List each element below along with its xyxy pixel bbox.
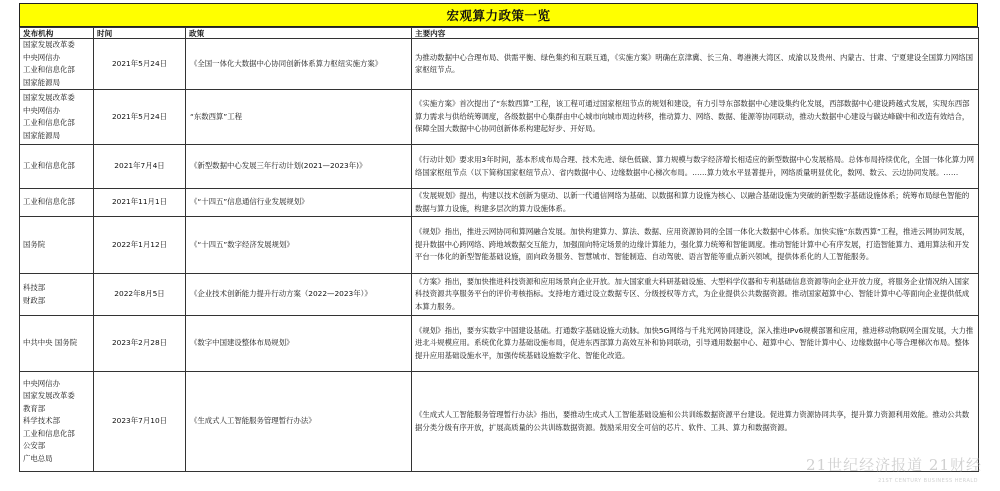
- date-cell: 2021年7月4日: [94, 145, 186, 189]
- policy-table: [19, 27, 979, 472]
- org-cell: 国务院: [20, 217, 94, 274]
- org-cell: 中央网信办 国家发展改革委 教育部 科学技术部 工业和信息化部 公安部 广电总局: [20, 372, 94, 472]
- date-cell: 2022年8月5日: [94, 274, 186, 316]
- content-cell: 《方案》指出，要加快推进科技资源和应用场景向企业开放。加大国家重大科研基础设施、大型科学仪器和专利基础信息资源等向企业开放力度，将服务企业情况纳入国家科技资源共享服务平台的评价考核指标。支持地方通过设立数据专区、分级授权等方式，为企业提供公共数据资源。推动国家超算中心、智能计算中心等面向企业提供低成本算力服务。: [412, 274, 979, 316]
- content-cell: 《规划》指出，要夯实数字中国建设基础。打通数字基础设施大动脉。加快5G网络与千兆光网协同建设，深入推进IPv6规模部署和应用，推进移动物联网全面发展，大力推进北斗规模应用。系统优化算力基础设施布局，促进东西部算力高效互补和协同联动，引导通用数据中心、超算中心、智能计算中心、边缘数据中心等合理梯次布局。整体提升应用基础设施水平，加强传统基础设施数字化、智能化改造。: [412, 316, 979, 372]
- table-row: [20, 316, 979, 372]
- date-cell: 2021年5月24日: [94, 39, 186, 90]
- date-cell: 2021年5月24日: [94, 90, 186, 145]
- content-cell: 《实施方案》首次提出了“东数西算”工程，该工程可通过国家枢纽节点的规划和建设，有力引导东部数据中心建设集约化发展，西部数据中心建设跨越式发展，实现东西部算力需求与供给统筹调度，各级数据中心集群由中心城市向城市周边转移，推动算力、网络、数据、能源等协同联动，推动大数据中心建设与碳达峰碳中和改造有效结合，保障全国大数据中心协同创新体系构建起好步、开好局。: [412, 90, 979, 145]
- publisher-watermark: 21世纪经济报道 21财经: [806, 456, 982, 474]
- header-row: [20, 28, 979, 39]
- content-cell: 《生成式人工智能服务管理暂行办法》指出，要推动生成式人工智能基础设施和公共训练数据资源平台建设。促进算力资源协同共享，提升算力资源利用效能。推动公共数据分类分级有序开放，扩展高质量的公共训练数据资源。鼓励采用安全可信的芯片、软件、工具、算力和数据资源。: [412, 372, 979, 472]
- policy-cell: 《数字中国建设整体布局规划》: [186, 316, 412, 372]
- org-cell: 国家发展改革委 中央网信办 工业和信息化部 国家能源局: [20, 90, 94, 145]
- date-cell: 2023年7月10日: [94, 372, 186, 472]
- header-content: 主要内容: [412, 28, 979, 39]
- org-cell: 科技部 财政部: [20, 274, 94, 316]
- date-cell: 2023年2月28日: [94, 316, 186, 372]
- date-cell: 2022年1月12日: [94, 217, 186, 274]
- org-cell: 中共中央 国务院: [20, 316, 94, 372]
- org-cell: 工业和信息化部: [20, 145, 94, 189]
- policy-cell: “东数西算”工程: [186, 90, 412, 145]
- table-row: [20, 189, 979, 217]
- header-policy: 政策: [186, 28, 412, 39]
- table-row: [20, 217, 979, 274]
- table-row: [20, 274, 979, 316]
- publisher-watermark-subtitle: 21ST CENTURY BUSINESS HERALD: [878, 478, 978, 484]
- policy-cell: 《“十四五”数字经济发展规划》: [186, 217, 412, 274]
- header-org: 发布机构: [20, 28, 94, 39]
- policy-cell: 《全国一体化大数据中心协同创新体系算力枢纽实施方案》: [186, 39, 412, 90]
- org-cell: 国家发展改革委 中央网信办 工业和信息化部 国家能源局: [20, 39, 94, 90]
- table-row: [20, 145, 979, 189]
- table-row: [20, 39, 979, 90]
- content-cell: 《规划》指出，推进云网协同和算网融合发展。加快构建算力、算法、数据、应用资源协同的全国一体化大数据中心体系。加快实施“东数西算”工程，推进云网协同发展，提升数据中心跨网络、跨地域数据交互能力，加强面向特定场景的边缘计算能力，强化算力统筹和智能调度。推动智能计算中心有序发展，打造智能算力、通用算法和开发平台一体化的新型智能基础设施，面向政务服务、智慧城市、智能制造、自动驾驶、语言智能等重点新兴领域，提供体系化的人工智能服务。: [412, 217, 979, 274]
- policy-cell: 《新型数据中心发展三年行动计划(2021—2023年)》: [186, 145, 412, 189]
- org-cell: 工业和信息化部: [20, 189, 94, 217]
- table-row: [20, 90, 979, 145]
- policy-cell: 《“十四五”信息通信行业发展规划》: [186, 189, 412, 217]
- policy-table-frame: [19, 3, 978, 472]
- policy-cell: 《企业技术创新能力提升行动方案（2022—2023年）》: [186, 274, 412, 316]
- date-cell: 2021年11月1日: [94, 189, 186, 217]
- content-cell: 为推动数据中心合理布局、供需平衡、绿色集约和互联互通，《实施方案》明确在京津冀、长三角、粤港澳大湾区、成渝以及贵州、内蒙古、甘肃、宁夏建设全国算力网络国家枢纽节点。: [412, 39, 979, 90]
- content-cell: 《发展规划》提出，构建以技术创新为驱动、以新一代通信网络为基础、以数据和算力设施为核心、以融合基础设施为突破的新型数字基础设施体系；统筹布局绿色智能的数据与算力设施，构建多层次的算力设施体系。: [412, 189, 979, 217]
- content-cell: 《行动计划》要求用3年时间，基本形成布局合理、技术先进、绿色低碳、算力规模与数字经济增长相适应的新型数据中心发展格局。总体布局持续优化，全国一体化算力网络国家枢纽节点（以下简称国家枢纽节点）、省内数据中心、边缘数据中心梯次布局。……算力效水平显著提升，网络质量明显优化，数网、数云、云边协同发展。……: [412, 145, 979, 189]
- table-title: 宏观算力政策一览: [19, 3, 978, 27]
- header-date: 时间: [94, 28, 186, 39]
- policy-cell: 《生成式人工智能服务管理暂行办法》: [186, 372, 412, 472]
